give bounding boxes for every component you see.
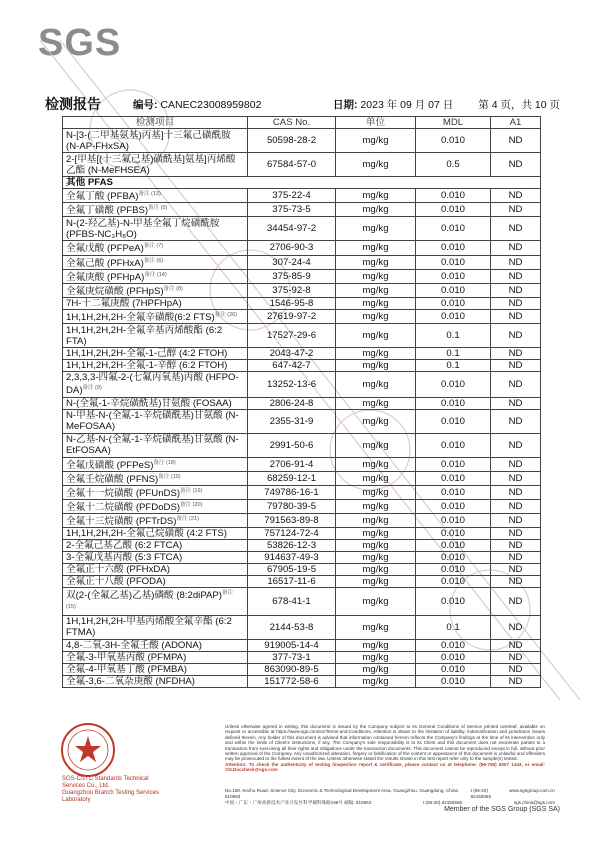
cell-item (63, 433, 248, 457)
seal-line-1: SGS-CSTC Standards Technical Services Co., Ltd. (62, 776, 149, 789)
item-name: 全氟丁酸 (PFBA) (66, 191, 139, 203)
cell-item (63, 360, 248, 372)
cell-cas: 79780-39-5 (248, 500, 336, 514)
item-name: 4,8-二氧-3H-全氟壬酸 (ADONA) (66, 639, 202, 651)
report-date-value: 2023 年 09 月 07 日 (360, 99, 454, 111)
item-note: 备注 (15) (66, 590, 234, 610)
cell-item (63, 298, 248, 310)
cell-cas: 2043-47-2 (248, 348, 336, 360)
disclaimer (225, 724, 545, 773)
cell-unit: mg/kg (336, 372, 416, 397)
cell-cas: 2144-53-8 (248, 615, 336, 639)
cell-mdl: 0.010 (416, 433, 491, 457)
cell-item (63, 552, 248, 564)
cell-item (63, 255, 248, 269)
cell-item (63, 348, 248, 360)
cell-a1: ND (491, 241, 541, 255)
item-name: N-甲基-N-(全氟-1-辛烷磺酰基)甘氨酸 (N-MeFOSAA) (66, 410, 239, 432)
col-header-item: 检测项目 (63, 117, 248, 129)
item-name: 2,3,3,3-四氟-2-(七氟丙氧基)丙酸 (HFPO-DA) (66, 372, 239, 397)
cell-mdl: 0.010 (416, 540, 491, 552)
cell-unit: mg/kg (336, 457, 416, 471)
disclaimer-attention: Attention: To check the authenticity of testing /inspection report & certificate, please contact us at telephone: (86-755) 8307 1443, or email: CN.Doccheck@sgs.com (225, 761, 545, 773)
cell-a1: ND (491, 675, 541, 687)
item-note: 备注 (21) (176, 516, 199, 523)
cell-item (63, 663, 248, 675)
cell-a1: ND (491, 269, 541, 283)
cell-unit: mg/kg (336, 588, 416, 615)
cell-a1: ND (491, 433, 541, 457)
table-row (63, 639, 541, 651)
cell-mdl: 0.010 (416, 675, 491, 687)
item-name: 1H,1H,2H,2H-全氟辛基丙烯酸酯 (6:2 FTA) (66, 324, 223, 347)
cell-unit: mg/kg (336, 615, 416, 639)
cell-item (63, 153, 248, 177)
cell-cas: 647-42-7 (248, 360, 336, 372)
col-header-unit: 单位 (336, 117, 416, 129)
cell-cas: 375-22-4 (248, 189, 336, 203)
table-row (63, 129, 541, 153)
cell-unit: mg/kg (336, 324, 416, 348)
cell-mdl: 0.010 (416, 663, 491, 675)
group-label: 其他 PFAS (63, 177, 541, 189)
item-note: 备注 (8) (163, 285, 183, 292)
table-row (63, 255, 541, 269)
cell-item (63, 372, 248, 397)
item-note: 备注 (26) (214, 312, 238, 319)
cell-a1: ND (491, 651, 541, 663)
address-web-1: www.sgsgroup.com.cn (509, 788, 555, 793)
item-name: 全氟正十六酸 (PFHxDA) (66, 564, 170, 576)
cell-mdl: 0.010 (416, 310, 491, 324)
cell-item (63, 615, 248, 639)
cell-a1: ND (491, 552, 541, 564)
cell-unit: mg/kg (336, 540, 416, 552)
cell-a1: ND (491, 310, 541, 324)
item-name: 全氟己酸 (PFHxA) (66, 257, 144, 269)
item-name: 全氟壬烷磺酸 (PFNS) (66, 473, 159, 485)
cell-cas: 375-73-5 (248, 203, 336, 217)
cell-cas: 27619-97-2 (248, 310, 336, 324)
cell-mdl: 0.010 (416, 500, 491, 514)
table-row (63, 500, 541, 514)
cell-cas: 16517-11-6 (248, 576, 336, 588)
cell-mdl: 0.010 (416, 397, 491, 409)
cell-a1: ND (491, 298, 541, 310)
cell-cas: 375-92-8 (248, 283, 336, 297)
cell-cas: 678-41-1 (248, 588, 336, 615)
item-name: N-[3-(二甲基氨基)丙基]十三氟己磺酰胺 (N-AP-FHxSA) (66, 129, 231, 152)
report-title: 检测报告 (45, 96, 101, 112)
cell-a1: ND (491, 283, 541, 297)
cell-item (63, 500, 248, 514)
cell-mdl: 0.010 (416, 409, 491, 433)
table-row (63, 564, 541, 576)
cell-a1: ND (491, 457, 541, 471)
item-name: 全氟十三烷磺酸 (PFTrDS) (66, 516, 177, 528)
table-row (63, 241, 541, 255)
cell-mdl: 0.010 (416, 485, 491, 499)
item-name: N-(全氟-1-辛烷磺酰基)甘氨酸 (FOSAA) (66, 397, 232, 409)
cell-a1: ND (491, 397, 541, 409)
cell-unit: mg/kg (336, 241, 416, 255)
cell-cas: 757124-72-4 (248, 528, 336, 540)
cell-unit: mg/kg (336, 528, 416, 540)
cell-item (63, 129, 248, 153)
report-number (133, 97, 261, 112)
report-date (333, 97, 453, 112)
item-name: 全氟戊酸 (PFPeA) (66, 243, 144, 255)
cell-mdl: 0.010 (416, 372, 491, 397)
table-row (63, 433, 541, 457)
table-row (63, 588, 541, 615)
report-date-label: 日期: (333, 99, 358, 111)
address-cn: 中国・广东・广州高新技术产业开发区科学城科珠路198号 邮编: 510663 (225, 800, 372, 805)
cell-mdl: 0.010 (416, 528, 491, 540)
table-row (63, 485, 541, 499)
cell-item (63, 203, 248, 217)
cell-unit: mg/kg (336, 217, 416, 241)
cell-cas: 2355-31-9 (248, 409, 336, 433)
cell-cas: 67905-19-5 (248, 564, 336, 576)
table-row (63, 217, 541, 241)
cell-unit: mg/kg (336, 153, 416, 177)
cell-a1: ND (491, 360, 541, 372)
cell-cas: 13252-13-6 (248, 372, 336, 397)
cell-a1: ND (491, 471, 541, 485)
cell-a1: ND (491, 203, 541, 217)
disclaimer-text: Unless otherwise agreed in writing, this document is issued by the Company subject to its General Conditions of Service printed overleaf, available on request or accessible at https://www.sgs.com/en/Terms-and-Conditions. Attention is drawn to the limitation of liability, indemnification and jurisdiction issues defined therein. Any holder of this document is advised that information contained hereon reflects the Company's findings at the time of its intervention only and within the limits of Client's instructions, if any. The Company's sole responsibility is to its Client and this document does not exonerate parties to a transaction from exercising all their rights and obligations under the transaction documents. This document cannot be reproduced except in full, without prior written approval of the Company. Any unauthorized alteration, forgery or falsification of the content or appearance of this document is unlawful and offenders may be prosecuted to the fullest extent of the law. Unless otherwise stated the results shown in this test report refer only to the sample(s) tested. (225, 724, 545, 762)
item-name: 全氟庚烷磺酸 (PFHpS) (66, 286, 164, 298)
cell-item (63, 269, 248, 283)
seal-line-2: Guangzhou Branch Testing Services Laboratory (62, 790, 159, 803)
cell-cas: 2706-90-3 (248, 241, 336, 255)
table-row (63, 514, 541, 528)
cell-unit: mg/kg (336, 269, 416, 283)
cell-item (63, 639, 248, 651)
cell-cas: 914637-49-3 (248, 552, 336, 564)
item-name: 全氟庚酸 (PFHpA) (66, 271, 145, 283)
cell-a1: ND (491, 540, 541, 552)
cell-unit: mg/kg (336, 310, 416, 324)
item-name: 全氟-3-甲氧基丙酸 (PFMPA) (66, 651, 187, 663)
table-row (63, 153, 541, 177)
table-row (63, 360, 541, 372)
table-row (63, 310, 541, 324)
cell-cas: 377-73-1 (248, 651, 336, 663)
cell-item (63, 241, 248, 255)
cell-cas: 1546-95-8 (248, 298, 336, 310)
cell-unit: mg/kg (336, 675, 416, 687)
address-tel-1: t (86-20) 82155555 (470, 788, 492, 799)
cell-unit: mg/kg (336, 348, 416, 360)
item-note: 备注 (14) (144, 271, 167, 278)
cell-item (63, 485, 248, 499)
item-name: 双(2-(全氟乙基)乙基)磷酸 (8:2diPAP) (66, 590, 222, 602)
cell-item (63, 457, 248, 471)
cell-cas: 67584-57-0 (248, 153, 336, 177)
group-row (63, 177, 541, 189)
cell-item (63, 471, 248, 485)
report-header (45, 94, 560, 112)
cell-unit: mg/kg (336, 360, 416, 372)
table-row (63, 552, 541, 564)
cell-a1: ND (491, 514, 541, 528)
cell-item (63, 540, 248, 552)
sgs-logo: SGS (38, 22, 122, 64)
cell-item (63, 310, 248, 324)
cell-a1: ND (491, 217, 541, 241)
cell-item (63, 283, 248, 297)
col-header-mdl: MDL (416, 117, 491, 129)
col-header-cas: CAS No. (248, 117, 336, 129)
item-name: 1H,1H,2H,2H-全氟己烷磺酸 (4:2 FTS) (66, 528, 227, 540)
item-note: 备注 (9) (82, 385, 102, 392)
col-header-a1: A1 (491, 117, 541, 129)
cell-mdl: 0.010 (416, 283, 491, 297)
cell-mdl: 0.010 (416, 203, 491, 217)
cell-cas: 68259-12-1 (248, 471, 336, 485)
cell-mdl: 0.010 (416, 639, 491, 651)
table-row (63, 348, 541, 360)
item-name: 1H,1H,2H,2H-全氟-1-辛醇 (6:2 FTOH) (66, 360, 228, 372)
table-row (63, 324, 541, 348)
cell-mdl: 0.010 (416, 241, 491, 255)
item-name: 全氟-3,6-二氧杂庚酸 (NFDHA) (66, 675, 195, 687)
cell-mdl: 0.5 (416, 153, 491, 177)
item-note: 备注 (5) (148, 205, 168, 212)
table-row (63, 576, 541, 588)
member-text: Member of the SGS Group (SGS SA) (444, 806, 560, 813)
cell-a1: ND (491, 663, 541, 675)
cell-a1: ND (491, 528, 541, 540)
cell-a1: ND (491, 500, 541, 514)
cell-item (63, 588, 248, 615)
item-note: 备注 (19) (158, 473, 181, 480)
table-row (63, 471, 541, 485)
table-row (63, 409, 541, 433)
cell-unit: mg/kg (336, 397, 416, 409)
cell-cas: 151772-58-6 (248, 675, 336, 687)
item-note: 备注 (7) (143, 243, 164, 250)
item-name: 1H,1H,2H,2H-全氟辛磺酸(6:2 FTS) (66, 312, 215, 324)
cell-a1: ND (491, 409, 541, 433)
table-row (63, 663, 541, 675)
item-note: 备注 (16) (180, 487, 203, 494)
cell-mdl: 0.010 (416, 269, 491, 283)
cell-unit: mg/kg (336, 298, 416, 310)
address-block (225, 788, 555, 806)
item-name: 3-全氟戊基丙酸 (5:3 FTCA) (66, 552, 183, 564)
cell-mdl: 0.010 (416, 514, 491, 528)
item-name: 全氟丁磺酸 (PFBS) (66, 205, 149, 217)
cell-a1: ND (491, 576, 541, 588)
report-number-label: 编号: (133, 99, 158, 111)
cell-cas: 2991-50-6 (248, 433, 336, 457)
cell-item (63, 564, 248, 576)
cell-mdl: 0.1 (416, 348, 491, 360)
cell-cas: 34454-97-2 (248, 217, 336, 241)
item-name: 全氟十二烷磺酸 (PFDoDS) (66, 502, 181, 514)
cell-mdl: 0.010 (416, 471, 491, 485)
cell-item (63, 514, 248, 528)
cell-unit: mg/kg (336, 552, 416, 564)
table-row (63, 457, 541, 471)
cell-a1: ND (491, 564, 541, 576)
cell-mdl: 0.010 (416, 576, 491, 588)
cell-a1: ND (491, 615, 541, 639)
cell-cas: 749786-16-1 (248, 485, 336, 499)
cell-item (63, 675, 248, 687)
table-row (63, 540, 541, 552)
cell-mdl: 0.010 (416, 588, 491, 615)
report-number-value: CANEC23008959802 (160, 99, 262, 111)
cell-a1: ND (491, 639, 541, 651)
cell-cas: 307-24-4 (248, 255, 336, 269)
address-row-en (225, 788, 555, 800)
item-name: N-(2-羟乙基)-N-甲基全氟丁烷磺酰胺 (PFBS-NC₃H₈O) (66, 217, 220, 240)
cell-unit: mg/kg (336, 433, 416, 457)
table-row (63, 372, 541, 397)
cell-a1: ND (491, 348, 541, 360)
table-row (63, 189, 541, 203)
item-name: 全氟正十八酸 (PFODA) (66, 576, 166, 588)
cell-a1: ND (491, 588, 541, 615)
item-name: N-乙基-N-(全氟-1-辛烷磺酰基)甘氨酸 (N-EtFOSAA) (66, 434, 239, 456)
cell-cas: 375-85-9 (248, 269, 336, 283)
cell-unit: mg/kg (336, 471, 416, 485)
cell-mdl: 0.010 (416, 457, 491, 471)
cell-mdl: 0.010 (416, 217, 491, 241)
cell-item (63, 409, 248, 433)
cell-item (63, 189, 248, 203)
cell-mdl: 0.010 (416, 651, 491, 663)
cell-item (63, 528, 248, 540)
cell-unit: mg/kg (336, 514, 416, 528)
address-web-2: sgs.china@sgs.com (513, 800, 555, 805)
table-row (63, 269, 541, 283)
cell-a1: ND (491, 255, 541, 269)
cell-unit: mg/kg (336, 639, 416, 651)
cell-mdl: 0.010 (416, 564, 491, 576)
cell-unit: mg/kg (336, 651, 416, 663)
item-name: 2-[甲基[(十三氟己基)磺酰基]氨基]丙烯酸乙酯 (N-MeFHSEA) (66, 153, 236, 176)
item-name: 1H,1H,2H,2H-全氟-1-己醇 (4:2 FTOH) (66, 348, 228, 360)
item-name: 1H,1H,2H,2H-甲基丙烯酸全氟辛酯 (6:2 FTMA) (66, 616, 232, 639)
cell-unit: mg/kg (336, 409, 416, 433)
cell-cas: 863090-89-5 (248, 663, 336, 675)
cell-cas: 2706-91-4 (248, 457, 336, 471)
cell-unit: mg/kg (336, 203, 416, 217)
cell-unit: mg/kg (336, 189, 416, 203)
results-table (62, 116, 541, 688)
cell-item (63, 324, 248, 348)
table-body (63, 129, 541, 688)
cell-cas: 919005-14-4 (248, 639, 336, 651)
cell-a1: ND (491, 129, 541, 153)
item-name: 7H-十二氟庚酸 (7HPFHpA) (66, 298, 182, 310)
item-name: 全氟十一烷磺酸 (PFUnDS) (66, 488, 181, 500)
table-row (63, 397, 541, 409)
cell-unit: mg/kg (336, 500, 416, 514)
cell-mdl: 0.1 (416, 615, 491, 639)
address-en: No.198, Kezhu Road, Science City, Economic & Technological Development Area, Guangzhou, Guangdong, China 510663 (225, 788, 458, 799)
item-note: 备注 (13) (138, 191, 161, 197)
cell-cas: 791563-89-8 (248, 514, 336, 528)
cell-a1: ND (491, 324, 541, 348)
cell-item (63, 576, 248, 588)
item-note: 备注 (18) (153, 459, 176, 466)
seal-caption (62, 776, 172, 804)
cell-cas: 50598-28-2 (248, 129, 336, 153)
page-number: 第 4 页，共 10 页 (478, 99, 560, 111)
cell-mdl: 0.1 (416, 324, 491, 348)
item-name: 全氟戊磺酸 (PFPeS) (66, 459, 154, 471)
cell-unit: mg/kg (336, 576, 416, 588)
item-name: 全氟-4-甲氧基丁酸 (PFMBA) (66, 663, 187, 675)
cell-a1: ND (491, 485, 541, 499)
cell-unit: mg/kg (336, 663, 416, 675)
table-row (63, 203, 541, 217)
cell-a1: ND (491, 189, 541, 203)
cell-mdl: 0.010 (416, 552, 491, 564)
table-header-row (63, 117, 541, 129)
cell-item (63, 217, 248, 241)
table-row (63, 298, 541, 310)
cell-a1: ND (491, 153, 541, 177)
cell-unit: mg/kg (336, 129, 416, 153)
table-row (63, 651, 541, 663)
table-row (63, 675, 541, 687)
cell-a1: ND (491, 372, 541, 397)
item-note: 备注 (20) (180, 502, 203, 509)
cell-unit: mg/kg (336, 255, 416, 269)
table-row (63, 615, 541, 639)
cell-mdl: 0.010 (416, 298, 491, 310)
cell-mdl: 0.010 (416, 255, 491, 269)
inspection-seal (60, 722, 116, 778)
table-row (63, 283, 541, 297)
address-tel-2: t (86-20) 82155555 (423, 800, 463, 805)
cell-cas: 2806-24-8 (248, 397, 336, 409)
cell-mdl: 0.010 (416, 189, 491, 203)
cell-item (63, 651, 248, 663)
table-row (63, 528, 541, 540)
cell-unit: mg/kg (336, 485, 416, 499)
cell-unit: mg/kg (336, 564, 416, 576)
item-name: 2-全氟己基乙酸 (6:2 FTCA) (66, 540, 183, 552)
cell-mdl: 0.1 (416, 360, 491, 372)
cell-cas: 17527-29-6 (248, 324, 336, 348)
cell-mdl: 0.010 (416, 129, 491, 153)
cell-item (63, 397, 248, 409)
cell-unit: mg/kg (336, 283, 416, 297)
cell-cas: 53826-12-3 (248, 540, 336, 552)
item-note: 备注 (6) (143, 257, 164, 264)
